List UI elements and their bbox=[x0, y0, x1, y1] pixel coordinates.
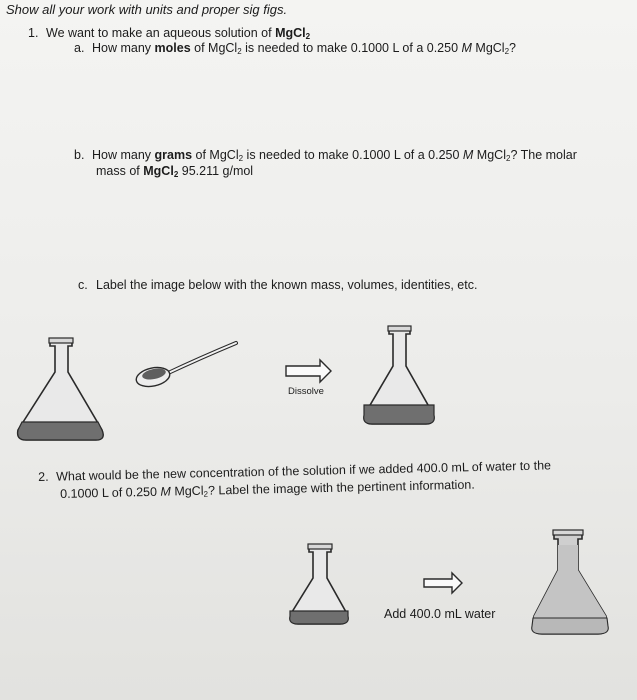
flask-1-solution bbox=[18, 422, 103, 440]
question-1b: b. How many grams of MgCl$_2$ is needed to make 0.1000 L of a 0.250 M MgCl$_2$? The molar bbox=[74, 148, 577, 163]
flask-3-solution bbox=[290, 611, 349, 624]
question-1-number: 1. bbox=[28, 26, 39, 40]
question-2-number: 2. bbox=[38, 469, 49, 484]
question-1a: a. How many moles of MgCl$_2$ is needed to make 0.1000 L of a 0.250 M MgCl$_2$? bbox=[74, 41, 516, 56]
question-1b-line-2: mass of MgCl$_2$ 95.211 g/mol bbox=[96, 164, 254, 179]
question-2: 2. What would be the new concentration of the solution if we added 400.0 mL of water to the bbox=[38, 458, 552, 484]
question-1b-letter: b. bbox=[74, 148, 85, 162]
question-1c-letter: c. bbox=[78, 278, 88, 292]
question-1a-letter: a. bbox=[74, 41, 85, 55]
flask-3 bbox=[290, 544, 349, 624]
flask-4 bbox=[532, 530, 609, 634]
flask-1 bbox=[18, 338, 103, 440]
spoon-with-powder bbox=[135, 343, 236, 389]
flask-2 bbox=[364, 326, 435, 424]
question-1-formula: MgCl$_2$ bbox=[275, 26, 311, 41]
add-water-arrow bbox=[424, 573, 462, 593]
question-2-line-2: 0.1000 L of 0.250 M MgCl$_2$? Label the image with the pertinent information. bbox=[60, 477, 475, 501]
dissolve-label: Dissolve bbox=[288, 386, 324, 397]
question-1-text: We want to make an aqueous solution of bbox=[46, 26, 276, 40]
question-1c: c. Label the image below with the known mass, volumes, identities, etc. bbox=[78, 278, 478, 292]
add-water-label: Add 400.0 mL water bbox=[384, 607, 496, 621]
instructions-text: Show all your work with units and proper sig figs. bbox=[6, 2, 288, 17]
dissolve-arrow bbox=[286, 360, 331, 382]
flask-2-solution bbox=[364, 405, 435, 424]
